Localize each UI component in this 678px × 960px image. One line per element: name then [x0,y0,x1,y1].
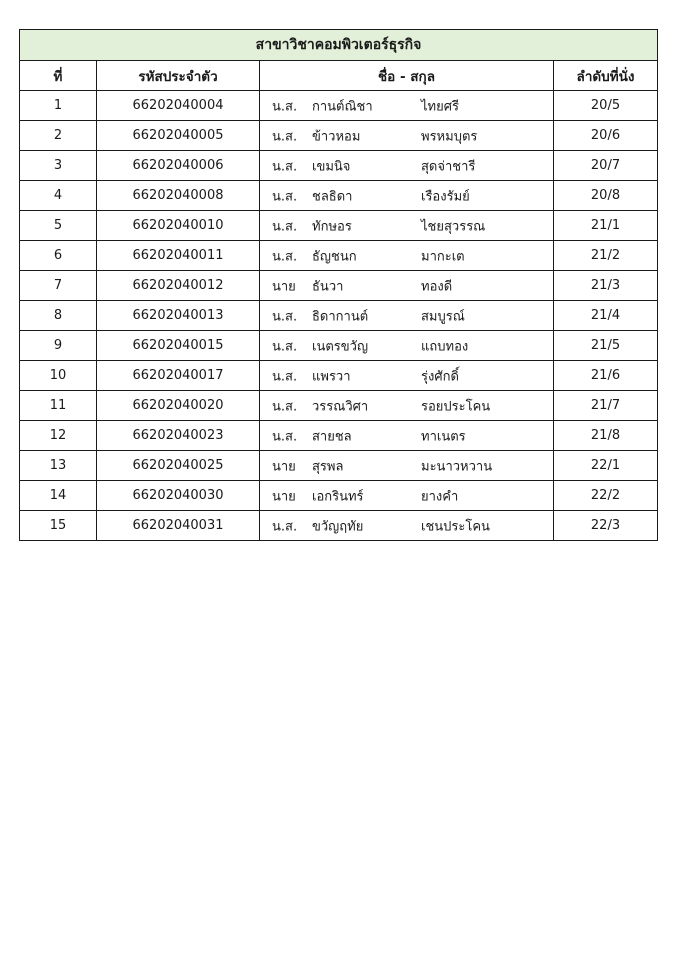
last-name: ทาเนตร [421,429,466,444]
table-title: สาขาวิชาคอมพิวเตอร์ธุรกิจ [20,30,658,61]
student-id: 66202040023 [97,421,260,451]
name-prefix: น.ส. [272,369,298,384]
table-row [20,361,658,391]
row-number: 2 [20,121,97,151]
table-row [20,91,658,121]
row-number: 5 [20,211,97,241]
seat-number: 20/8 [554,181,658,211]
first-name: ขวัญฤทัย [312,519,364,534]
name-prefix: น.ส. [272,309,298,324]
first-name: ธันวา [312,279,344,294]
student-name [260,511,554,541]
name-prefix: น.ส. [272,129,298,144]
name-prefix: น.ส. [272,219,298,234]
last-name: พรหมบุตร [421,129,478,144]
name-prefix: น.ส. [272,339,298,354]
first-name: เนตรขวัญ [312,339,369,354]
student-name [260,391,554,421]
student-id: 66202040030 [97,481,260,511]
last-name: แถบทอง [421,339,469,354]
seat-number: 22/2 [554,481,658,511]
student-table [19,29,658,541]
table-row [20,121,658,151]
row-number: 8 [20,301,97,331]
table-row [20,301,658,331]
row-number: 1 [20,91,97,121]
last-name: เรืองรัมย์ [421,189,470,204]
last-name: เชนประโคน [421,519,490,534]
first-name: ชลธิดา [312,189,353,204]
last-name: ทองดี [421,279,453,294]
seat-number: 22/1 [554,451,658,481]
student-id: 66202040015 [97,331,260,361]
table-row [20,151,658,181]
header-seat: ลำดับที่นั่ง [554,61,658,91]
last-name: ไทยศรี [421,99,459,114]
name-prefix: น.ส. [272,249,298,264]
student-id: 66202040017 [97,361,260,391]
table-row [20,391,658,421]
seat-number: 21/5 [554,331,658,361]
seat-number: 22/3 [554,511,658,541]
table-row [20,331,658,361]
first-name: ธัญชนก [312,249,357,264]
student-name [260,241,554,271]
table-row [20,181,658,211]
last-name: มากะเต [421,249,465,264]
last-name: สมบูรณ์ [421,309,465,324]
first-name: ธิดากานต์ [312,309,369,324]
student-name [260,481,554,511]
name-prefix: น.ส. [272,99,298,114]
table-row [20,451,658,481]
row-number: 6 [20,241,97,271]
student-name [260,181,554,211]
student-id: 66202040008 [97,181,260,211]
first-name: เขมนิจ [312,159,351,174]
student-id: 66202040020 [97,391,260,421]
student-id: 66202040031 [97,511,260,541]
name-prefix: นาย [272,489,296,504]
last-name: มะนาวหวาน [421,459,493,474]
first-name: ทักษอร [312,219,352,234]
table-row [20,511,658,541]
row-number: 15 [20,511,97,541]
row-number: 11 [20,391,97,421]
first-name: วรรณวิศา [312,399,369,414]
last-name: ไชยสุวรรณ [421,219,486,234]
seat-number: 21/3 [554,271,658,301]
seat-number: 21/4 [554,301,658,331]
row-number: 10 [20,361,97,391]
header-no: ที่ [20,61,97,91]
name-prefix: น.ส. [272,519,298,534]
table-row [20,241,658,271]
row-number: 9 [20,331,97,361]
first-name: ข้าวหอม [312,129,361,144]
student-name [260,271,554,301]
seat-number: 21/7 [554,391,658,421]
last-name: สุดจ่าชารี [421,159,476,174]
first-name: สายชล [312,429,352,444]
first-name: กานต์ณิชา [312,99,373,114]
student-name [260,361,554,391]
name-prefix: นาย [272,459,296,474]
table-row [20,211,658,241]
name-prefix: นาย [272,279,296,294]
first-name: แพรวา [312,369,351,384]
student-name [260,91,554,121]
name-prefix: น.ส. [272,399,298,414]
table-row [20,481,658,511]
seat-number: 20/7 [554,151,658,181]
name-prefix: น.ส. [272,159,298,174]
header-row [20,61,658,91]
header-student-id: รหัสประจำตัว [97,61,260,91]
seat-number: 20/6 [554,121,658,151]
row-number: 13 [20,451,97,481]
seat-number: 20/5 [554,91,658,121]
table-row [20,271,658,301]
seating-list [19,29,657,541]
student-name [260,331,554,361]
last-name: รุ่งศักดิ์ [421,369,459,384]
first-name: สุรพล [312,459,344,474]
student-id: 66202040011 [97,241,260,271]
student-id: 66202040005 [97,121,260,151]
student-name [260,301,554,331]
last-name: ยางคำ [421,489,459,504]
title-row [20,30,658,61]
student-id: 66202040006 [97,151,260,181]
student-id: 66202040004 [97,91,260,121]
seat-number: 21/2 [554,241,658,271]
name-prefix: น.ส. [272,189,298,204]
first-name: เอกรินทร์ [312,489,364,504]
student-id: 66202040012 [97,271,260,301]
student-id: 66202040025 [97,451,260,481]
student-name [260,451,554,481]
row-number: 7 [20,271,97,301]
header-name: ชื่อ - สกุล [260,61,554,91]
student-name [260,121,554,151]
row-number: 14 [20,481,97,511]
student-name [260,211,554,241]
table-row [20,421,658,451]
row-number: 4 [20,181,97,211]
last-name: รอยประโคน [421,399,491,414]
row-number: 12 [20,421,97,451]
name-prefix: น.ส. [272,429,298,444]
student-name [260,151,554,181]
table-body [20,91,658,541]
student-name [260,421,554,451]
student-id: 66202040013 [97,301,260,331]
student-id: 66202040010 [97,211,260,241]
seat-number: 21/6 [554,361,658,391]
seat-number: 21/8 [554,421,658,451]
seat-number: 21/1 [554,211,658,241]
row-number: 3 [20,151,97,181]
